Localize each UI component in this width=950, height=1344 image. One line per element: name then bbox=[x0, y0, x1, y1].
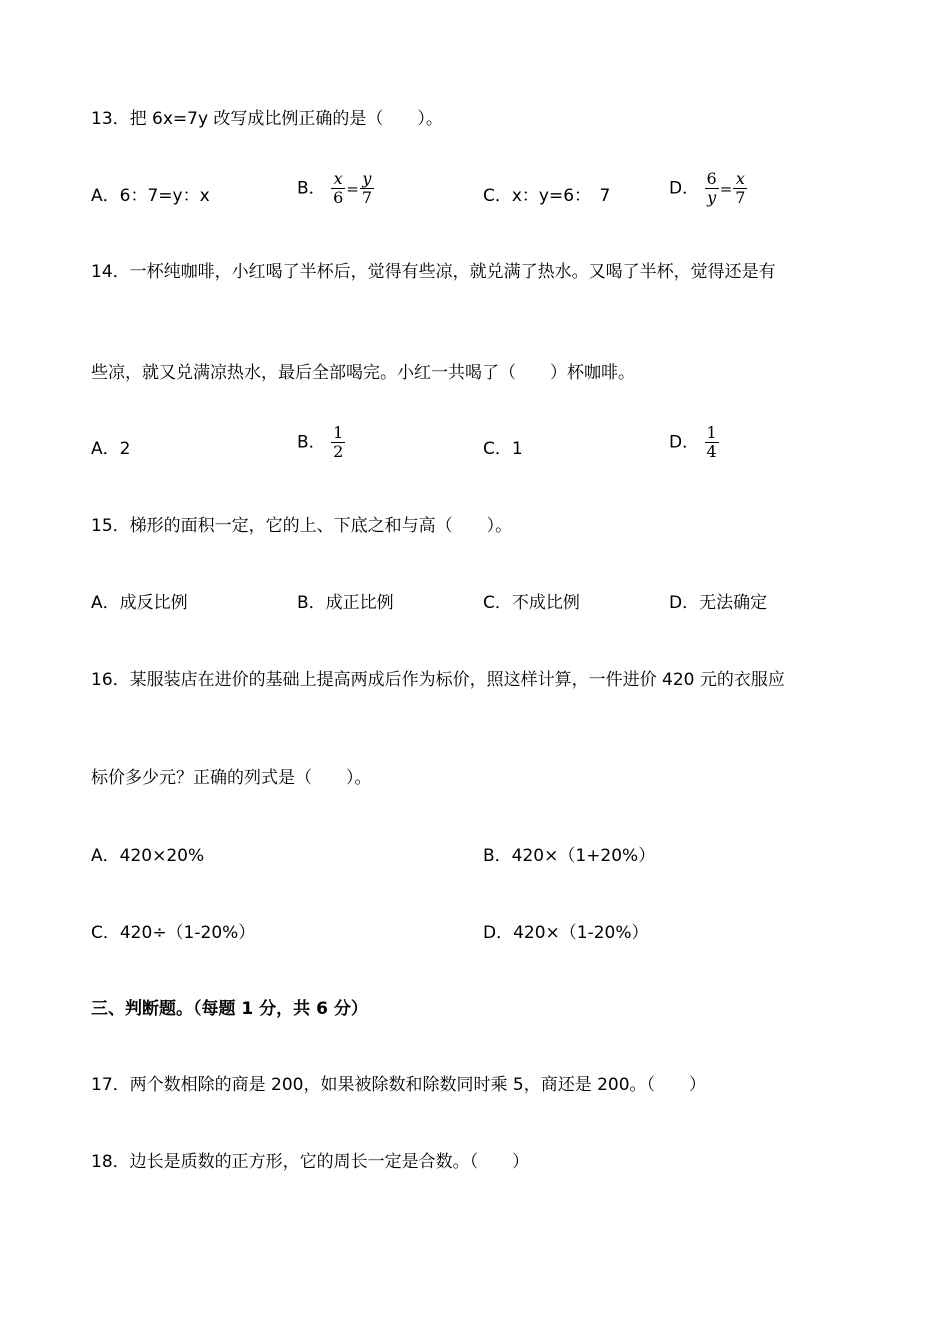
numerator: x bbox=[333, 169, 343, 188]
denominator: 4 bbox=[706, 442, 717, 461]
section-3-heading: 三、判断题。（每题 1 分，共 6 分） bbox=[91, 999, 368, 1019]
q13-option-b[interactable] bbox=[297, 170, 374, 207]
q13-option-a[interactable]: A．6：7=y：x bbox=[91, 186, 210, 206]
option-label: D． bbox=[669, 432, 700, 453]
equals-sign: = bbox=[346, 179, 359, 198]
q13-option-c[interactable]: C．x：y=6： 7 bbox=[483, 186, 611, 206]
question-13-stem: 13．把 6x=7y 改写成比例正确的是（ ）。 bbox=[91, 109, 443, 129]
q16-option-c[interactable]: C．420÷（1-20%） bbox=[91, 923, 256, 943]
denominator: y bbox=[705, 188, 719, 207]
numerator: x bbox=[735, 169, 745, 188]
fraction bbox=[360, 170, 374, 207]
numerator: 1 bbox=[333, 423, 344, 442]
q14-option-a[interactable]: A．2 bbox=[91, 439, 131, 459]
option-label: B． bbox=[297, 432, 326, 453]
numerator: y bbox=[362, 169, 372, 188]
q15-option-d[interactable]: D．无法确定 bbox=[669, 593, 768, 613]
question-15-stem: 15．梯形的面积一定，它的上、下底之和与高（ ）。 bbox=[91, 516, 513, 536]
equals-sign: = bbox=[719, 179, 733, 198]
fraction bbox=[733, 170, 747, 207]
denominator: 7 bbox=[361, 188, 373, 207]
question-16-stem-line-2: 标价多少元？正确的列式是（ ）。 bbox=[91, 768, 372, 788]
option-label: B． bbox=[297, 178, 326, 199]
denominator: 7 bbox=[735, 188, 746, 207]
fraction bbox=[331, 424, 345, 461]
q16-option-a[interactable]: A．420×20% bbox=[91, 846, 205, 866]
q14-option-d[interactable] bbox=[669, 424, 719, 461]
q15-option-b[interactable]: B．成正比例 bbox=[297, 593, 394, 613]
numerator: 1 bbox=[706, 423, 717, 442]
numerator: 6 bbox=[706, 169, 717, 188]
q14-option-b[interactable] bbox=[297, 424, 345, 461]
q16-option-b[interactable]: B．420×（1+20%） bbox=[483, 846, 656, 866]
question-14-stem-line-1: 14．一杯纯咖啡，小红喝了半杯后，觉得有些凉，就兑满了热水。又喝了半杯，觉得还是有 bbox=[91, 262, 776, 282]
q15-option-a[interactable]: A．成反比例 bbox=[91, 593, 188, 613]
question-18-stem: 18．边长是质数的正方形，它的周长一定是合数。（ ） bbox=[91, 1152, 530, 1172]
fraction bbox=[705, 170, 719, 207]
q16-option-d[interactable]: D．420×（1-20%） bbox=[483, 923, 649, 943]
question-17-stem: 17．两个数相除的商是 200，如果被除数和除数同时乘 5，商还是 200。（ ） bbox=[91, 1075, 707, 1095]
option-label: D． bbox=[669, 178, 700, 199]
q14-option-c[interactable]: C．1 bbox=[483, 439, 523, 459]
fraction bbox=[331, 170, 345, 207]
q13-option-d[interactable] bbox=[669, 170, 747, 207]
fraction bbox=[705, 424, 719, 461]
denominator: 6 bbox=[333, 188, 344, 207]
denominator: 2 bbox=[333, 442, 344, 461]
q15-option-c[interactable]: C．不成比例 bbox=[483, 593, 580, 613]
question-14-stem-line-2: 些凉，就又兑满凉热水，最后全部喝完。小红一共喝了（ ）杯咖啡。 bbox=[91, 363, 635, 383]
question-16-stem-line-1: 16．某服装店在进价的基础上提高两成后作为标价，照这样计算，一件进价 420 元的衣服应 bbox=[91, 670, 785, 690]
